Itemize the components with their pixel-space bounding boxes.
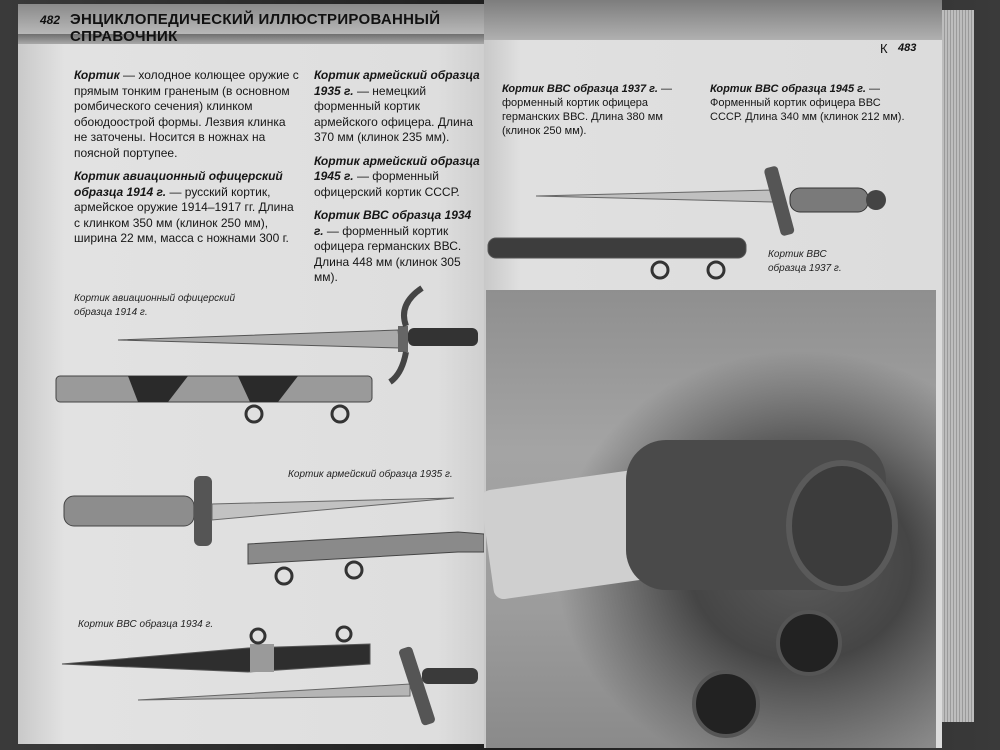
- dagger-1914-icon: [118, 288, 478, 382]
- entry-term: Кортик армейский образца 1935 г.: [314, 68, 480, 98]
- page-edges: [942, 10, 974, 722]
- caption-1935: Кортик армейский образца 1935 г.: [288, 469, 453, 480]
- page-number-right: 483: [898, 42, 917, 54]
- entry-text: — форменный кортик офицера германских ВВС. Длина 380 мм (клинок 250 мм).: [502, 83, 673, 137]
- entry-term: Кортик: [74, 68, 120, 82]
- airplane-photo: [486, 290, 936, 748]
- entry-term: Кортик ВВС образца 1934 г.: [314, 208, 472, 238]
- right-page: [484, 0, 942, 748]
- entry-term: Кортик ВВС образца 1945 г.: [710, 83, 866, 95]
- section-letter: К: [880, 41, 888, 56]
- caption-1934: Кортик ВВС образца 1934 г.: [78, 619, 214, 630]
- caption-1914: Кортик авиационный офицерский образца 1914 г.: [74, 293, 236, 318]
- airplane-wheel-left: [692, 670, 760, 738]
- entry-text: — Форменный кортик офицера ВВС СССР. Длина 340 мм (клинок 212 мм).: [710, 83, 905, 123]
- entry-text: — русский кортик, армейское оружие 1914–1917 гг. Длина с клинком 350 мм (клинок 250 мм), ширина 22 мм, масса с ножнами 300 г.: [74, 184, 294, 245]
- airplane-engine: [786, 460, 898, 592]
- entry-term: Кортик авиационный офицерский образца 1914 г.: [74, 169, 283, 199]
- left-page: [18, 4, 484, 744]
- caption-1937: Кортик ВВС образца 1937 г.: [768, 249, 842, 274]
- airplane-wheel-right: [776, 610, 842, 676]
- scabbard-1937-icon: [488, 238, 746, 278]
- dagger-1937-illustration: [484, 0, 942, 290]
- scabbard-1914-icon: [56, 376, 372, 422]
- dagger-1937-icon: [536, 165, 886, 236]
- page-number-left: 482: [40, 13, 61, 27]
- entry-text: — форменный кортик офицера германских ВВС. Длина 448 мм (клинок 305 мм).: [314, 223, 462, 284]
- entry-text: — холодное колющее оружие с прямым тонким граненым (в основном ромбического сечения) клинком обоюдоострой формы. Лезвия клинка не заточены. Носится в ножнах на поясной портупее.: [74, 68, 299, 160]
- scabbard-1934-icon: [62, 627, 370, 672]
- scabbard-1935-icon: [248, 532, 484, 584]
- entry-term: Кортик армейский образца 1945 г.: [314, 153, 480, 183]
- entry-text: — форменный офицерский кортик СССР.: [314, 169, 460, 199]
- entry-term: Кортик ВВС образца 1937 г.: [502, 83, 658, 95]
- dagger-illustrations: [18, 4, 484, 744]
- entry-text: — немецкий форменный кортик армейского офицера. Длина 370 мм (клинок 235 мм).: [314, 83, 473, 144]
- running-title: ЭНЦИКЛОПЕДИЧЕСКИЙ ИЛЛЮСТРИРОВАННЫЙ СПРАВОЧНИК: [70, 11, 441, 45]
